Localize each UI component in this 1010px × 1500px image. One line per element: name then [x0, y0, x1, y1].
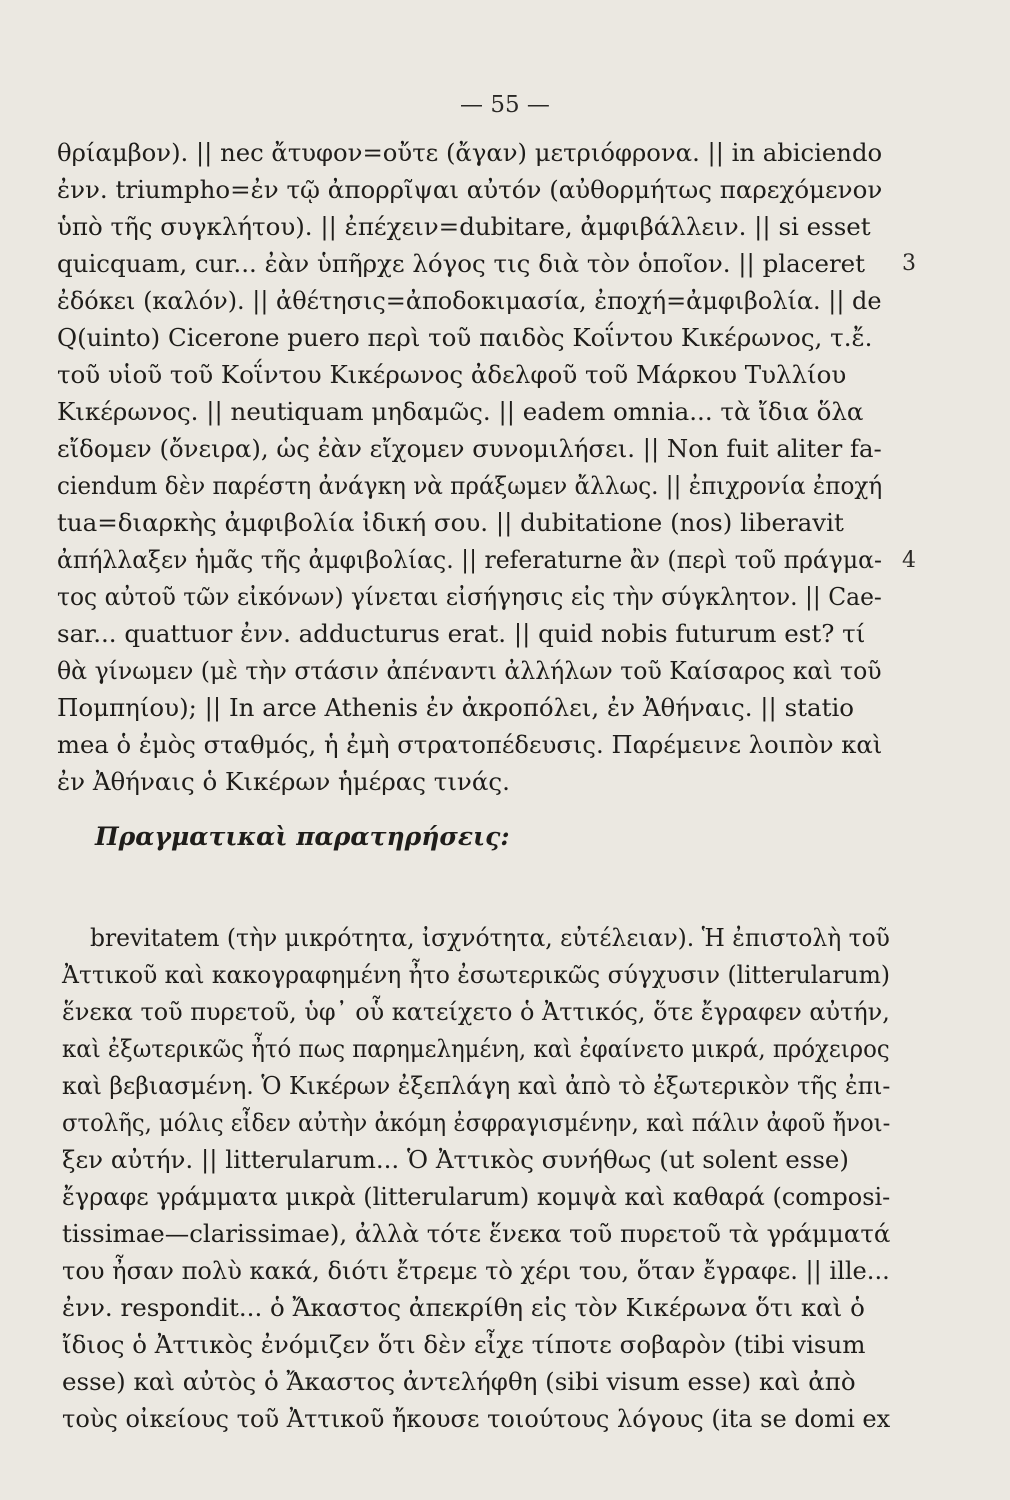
- text-line: καὶ ἐξωτερικῶς ἦτό πως παρημελημένη, καὶ ἐφαίνετο μικρά, πρόχειρος: [62, 1034, 890, 1063]
- text-line: ciendum δὲν παρέστη ἀνάγκη νὰ πράξωμεν ἄλλως. || ἐπιχρονία ἐποχή: [57, 471, 883, 500]
- text-line: ξεν αὐτήν. || litterularum... Ὁ Ἀττικὸς συνήθως (ut solent esse): [62, 1145, 849, 1174]
- margin-line-number: 4: [902, 548, 916, 573]
- text-line: τοῦ υἱοῦ τοῦ Κοΐντου Κικέρωνος ἀδελφοῦ τοῦ Μάρκου Τυλλίου: [57, 360, 847, 389]
- text-line: Q(uinto) Cicerone puero περὶ τοῦ παιδὸς Κοΐντου Κικέρωνος, τ.ἔ.: [57, 323, 873, 352]
- text-line: ἐν Ἀθήναις ὁ Κικέρων ἡμέρας τινάς.: [57, 767, 510, 796]
- text-line: brevitatem (τὴν μικρότητα, ἰσχνότητα, εὐτέλειαν). Ἡ ἐπιστολὴ τοῦ: [90, 923, 890, 952]
- text-line: τος αὐτοῦ τῶν εἰκόνων) γίνεται εἰσήγησις εἰς τὴν σύγκλητον. || Cae-: [57, 582, 882, 611]
- text-line: θρίαμβον). || nec ἄτυφον=οὔτε (ἄγαν) μετριόφρονα. || in abiciendo: [57, 138, 883, 167]
- text-line: τοὺς οἰκείους τοῦ Ἀττικοῦ ἤκουσε τοιούτους λόγους (ita se domi ex: [62, 1404, 891, 1433]
- text-line: Κικέρωνος. || neutiquam μηδαμῶς. || eadem omnia... τὰ ἴδια ὅλα: [57, 397, 864, 426]
- text-line: Πομπηίου); || In arce Athenis ἐν ἀκροπόλει, ἐν Ἀθήναις. || statio: [57, 693, 855, 722]
- text-line: ἐνν. triumpho=ἐν τῷ ἀπορρῖψαι αὐτόν (αὐθορμήτως παρεχόμενον: [57, 175, 883, 204]
- text-line: ἴδιος ὁ Ἀττικὸς ἐνόμιζεν ὅτι δὲν εἶχε τίποτε σοβαρὸν (tibi visum: [62, 1330, 866, 1359]
- text-line: του ἦσαν πολὺ κακά, διότι ἔτρεμε τὸ χέρι του, ὅταν ἔγραφε. || ille...: [62, 1256, 890, 1285]
- text-line: esse) καὶ αὐτὸς ὁ Ἄκαστος ἀντελήφθη (sibi visum esse) καὶ ἀπὸ: [62, 1367, 856, 1396]
- text-line: quicquam, cur... ἐὰν ὑπῆρχε λόγος τις διὰ τὸν ὁποῖον. || placeret: [57, 249, 865, 278]
- text-line: sar... quattuor ἐνν. adducturus erat. || quid nobis futurum est? τί: [57, 619, 866, 648]
- text-line: θὰ γίνωμεν (μὲ τὴν στάσιν ἀπέναντι ἀλλήλων τοῦ Καίσαρος καὶ τοῦ: [57, 656, 882, 685]
- text-line: εἴδομεν (ὄνειρα), ὡς ἐὰν εἴχομεν συνομιλήσει. || Non fuit aliter fa-: [57, 434, 882, 463]
- text-line: ἕνεκα τοῦ πυρετοῦ, ὑφ᾽ οὗ κατείχετο ὁ Ἀττικός, ὅτε ἔγραφεν αὐτήν,: [62, 997, 890, 1026]
- text-line: ἐδόκει (καλόν). || ἀθέτησις=ἀποδοκιμασία, ἐποχή=ἀμφιβολία. || de: [57, 286, 882, 315]
- page-number: — 55 —: [460, 92, 550, 118]
- text-line: Ἀττικοῦ καὶ κακογραφημένη ἦτο ἐσωτερικῶς σύγχυσιν (litterularum): [62, 960, 891, 989]
- text-line: ἔγραφε γράμματα μικρὰ (litterularum) κομψὰ καὶ καθαρά (composi-: [62, 1182, 891, 1211]
- margin-line-number: 3: [902, 251, 916, 276]
- text-line: mea ὁ ἐμὸς σταθμός, ἡ ἐμὴ στρατοπέδευσις. Παρέμεινε λοιπὸν καὶ: [57, 730, 883, 759]
- text-line: ἐνν. respondit... ὁ Ἄκαστος ἀπεκρίθη εἰς τὸν Κικέρωνα ὅτι καὶ ὁ: [62, 1293, 865, 1322]
- text-line: tissimae—clarissimae), ἀλλὰ τότε ἕνεκα τοῦ πυρετοῦ τὰ γράμματά: [62, 1219, 891, 1248]
- text-line: tua=διαρκὴς ἀμφιβολία ἰδική σου. || dubitatione (nos) liberavit: [57, 508, 844, 537]
- text-line: καὶ βεβιασμένη. Ὁ Κικέρων ἐξεπλάγη καὶ ἀπὸ τὸ ἐξωτερικὸν τῆς ἐπι-: [62, 1071, 891, 1100]
- text-line: ὑπὸ τῆς συγκλήτου). || ἐπέχειν=dubitare, ἀμφιβάλλειν. || si esset: [57, 212, 871, 241]
- text-line: ἀπήλλαξεν ἡμᾶς τῆς ἀμφιβολίας. || referaturne ἂν (περὶ τοῦ πράγμα-: [57, 545, 882, 574]
- text-line: στολῆς, μόλις εἶδεν αὐτὴν ἀκόμη ἐσφραγισμένην, καὶ πάλιν ἀφοῦ ἤνοι-: [62, 1108, 891, 1137]
- section-heading: Πραγματικαὶ παρατηρήσεις:: [95, 822, 510, 851]
